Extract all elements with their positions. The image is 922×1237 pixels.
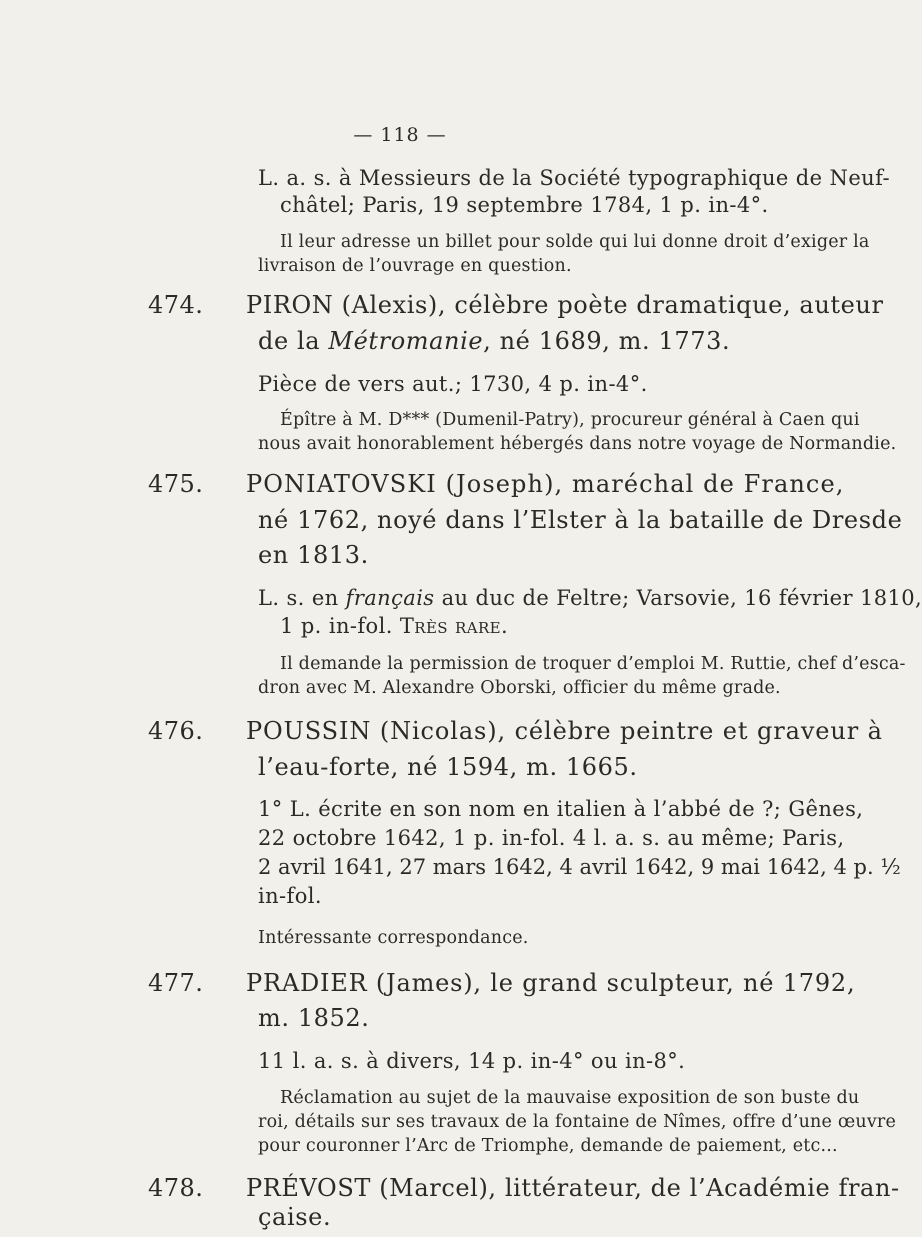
entry-item-cont: 22 octobre 1642, 1 p. in-fol. 4 l. a. s. au même; Paris, xyxy=(258,826,845,850)
entry-note-cont: dron avec M. Alexandre Oborski, officier du même grade. xyxy=(258,678,781,698)
entry-note-cont: pour couronner l’Arc de Triomphe, demande de paiement, etc... xyxy=(258,1136,838,1156)
entry-item-cont: 2 avril 1641, 27 mars 1642, 4 avril 1642, 9 mai 1642, 4 p. ½ xyxy=(258,855,901,879)
entry-note: Épître à M. D*** (Dumenil-Patry), procureur général à Caen qui xyxy=(280,410,860,430)
item-rarity: Très rare. xyxy=(399,614,509,638)
heading-text: de la xyxy=(258,327,329,355)
entry-heading: PONIATOVSKI (Joseph), maréchal de France, xyxy=(246,470,845,498)
entry-heading-cont: çaise. xyxy=(258,1203,332,1231)
entry-heading: PRÉVOST (Marcel), littérateur, de l’Académie fran- xyxy=(246,1174,900,1202)
entry-number: 478. xyxy=(148,1174,204,1202)
entry-heading-cont: en 1813. xyxy=(258,541,369,569)
entry-item-cont: in-fol. xyxy=(258,884,322,908)
prev-entry-item-cont: châtel; Paris, 19 septembre 1784, 1 p. in-4°. xyxy=(280,193,769,217)
entry-note: Réclamation au sujet de la mauvaise exposition de son buste du xyxy=(280,1088,860,1108)
entry-number: 477. xyxy=(148,969,204,997)
prev-entry-item: L. a. s. à Messieurs de la Société typographique de Neuf- xyxy=(258,166,891,190)
entry-note: Il demande la permission de troquer d’emploi M. Ruttie, chef d’esca- xyxy=(280,654,906,674)
entry-number: 475. xyxy=(148,470,204,498)
item-text-italic: français xyxy=(345,586,435,610)
entry-number: 476. xyxy=(148,717,204,745)
entry-heading-cont: m. 1852. xyxy=(258,1004,370,1032)
entry-heading-cont xyxy=(258,327,730,355)
entry-note: Intéressante correspondance. xyxy=(258,928,529,948)
heading-title-italic: Métromanie xyxy=(328,327,484,355)
entry-heading-cont: l’eau-forte, né 1594, m. 1665. xyxy=(258,753,638,781)
prev-entry-note: Il leur adresse un billet pour solde qui lui donne droit d’exiger la xyxy=(280,232,870,252)
prev-entry-note-cont: livraison de l’ouvrage en question. xyxy=(258,256,572,276)
entry-heading: PRADIER (James), le grand sculpteur, né 1792, xyxy=(246,969,856,997)
item-text: L. s. en xyxy=(258,586,346,610)
item-text: au duc de Feltre; Varsovie, 16 février 1810, xyxy=(434,586,922,610)
item-text: 1 p. in-fol. xyxy=(280,614,400,638)
entry-note-cont: roi, détails sur ses travaux de la fontaine de Nîmes, offre d’une œuvre xyxy=(258,1112,897,1132)
page-number: — 118 — xyxy=(353,124,447,146)
entry-heading-cont: né 1762, noyé dans l’Elster à la bataille de Dresde xyxy=(258,506,903,534)
entry-item: Pièce de vers aut.; 1730, 4 p. in-4°. xyxy=(258,372,648,396)
entry-note-cont: nous avait honorablement hébergés dans notre voyage de Normandie. xyxy=(258,434,897,454)
entry-item xyxy=(258,586,922,610)
entry-item-cont xyxy=(280,614,508,638)
entry-item: 11 l. a. s. à divers, 14 p. in-4° ou in-8°. xyxy=(258,1049,686,1073)
entry-item: 1° L. écrite en son nom en italien à l’abbé de ?; Gênes, xyxy=(258,797,864,821)
heading-text: , né 1689, m. 1773. xyxy=(483,327,731,355)
entry-number: 474. xyxy=(148,291,204,319)
entry-heading: PIRON (Alexis), célèbre poète dramatique, auteur xyxy=(246,291,884,319)
entry-heading: POUSSIN (Nicolas), célèbre peintre et graveur à xyxy=(246,717,883,745)
